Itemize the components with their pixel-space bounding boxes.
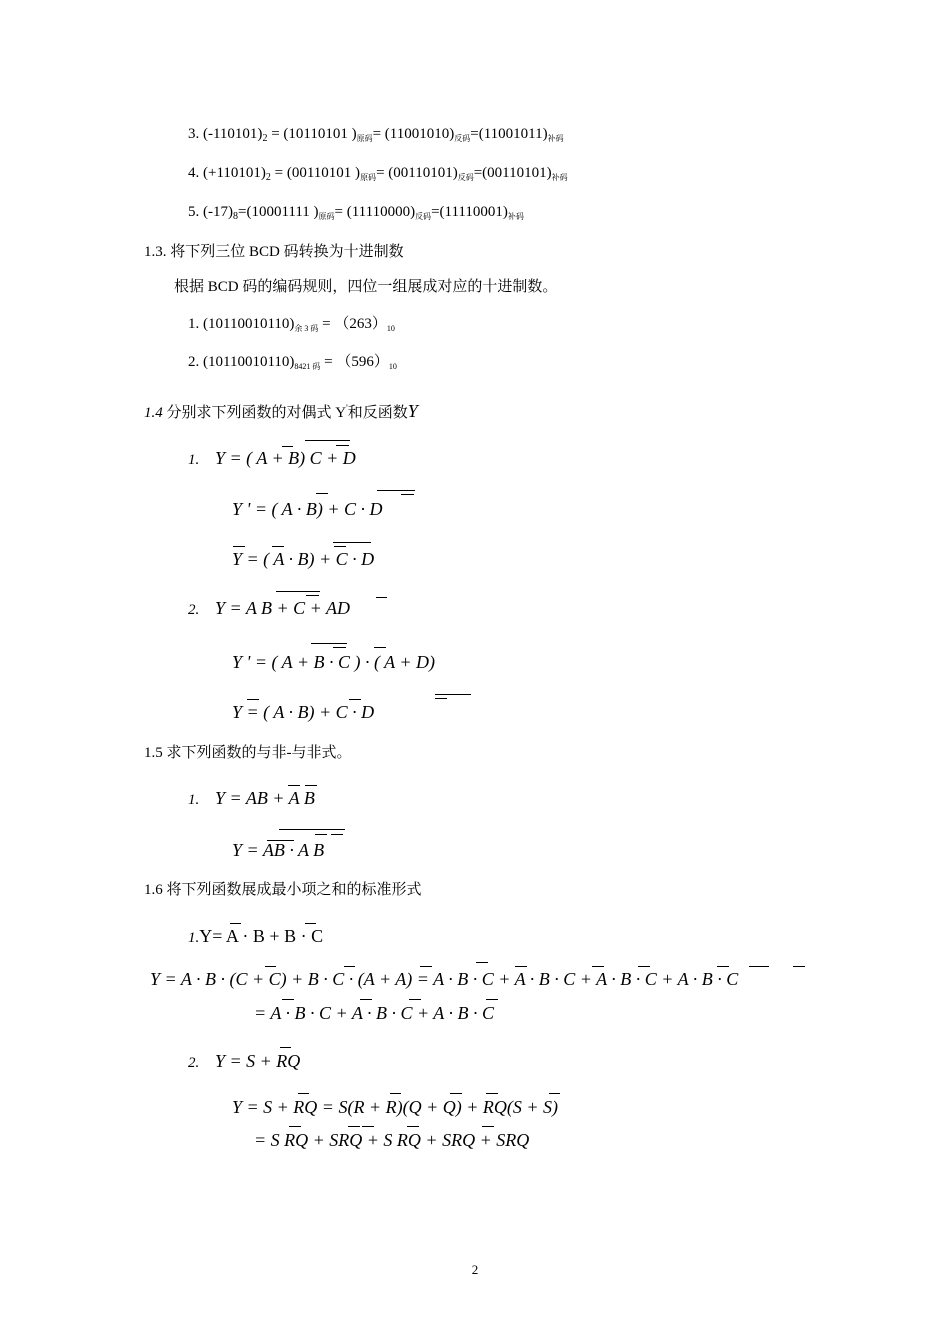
overline xyxy=(420,966,432,967)
overline xyxy=(377,490,415,491)
overline xyxy=(549,1093,560,1094)
expansion-1-6-1-line-1: Y = A · B · (C + C) + B · C · (A + A) = A · B · C + A · B · C + A · B · C + A · B · C xyxy=(150,969,739,989)
overline xyxy=(360,999,372,1000)
problem-1-4-2: 2. Y = A B + C + AD xyxy=(188,598,350,618)
overline xyxy=(265,966,276,967)
inverse-1-4-2: Y = ( A · B) + C · D xyxy=(232,702,375,722)
section-1-6-title: 1.6 将下列函数展成最小项之和的标准形式 xyxy=(144,882,422,898)
overline xyxy=(305,785,317,786)
overline xyxy=(288,785,300,786)
overline xyxy=(376,597,387,598)
overline xyxy=(272,546,284,547)
dual-1-4-2: Y ' = ( A + B · C ) · ( A + D) xyxy=(232,652,435,672)
overline xyxy=(407,1126,419,1127)
overline xyxy=(592,966,604,967)
overline xyxy=(331,834,343,835)
problem-1-4-1: 1. Y = ( A + B) C + D xyxy=(188,448,356,468)
overline xyxy=(486,999,498,1000)
equation: Y = AB + A B xyxy=(215,788,315,808)
page-number: 2 xyxy=(471,1262,479,1277)
overline xyxy=(333,542,371,543)
dual-1-4-1: Y ' = ( A · B) + C · D xyxy=(232,499,383,519)
overline xyxy=(476,962,488,963)
overline xyxy=(638,966,650,967)
overline xyxy=(280,1047,291,1048)
overline xyxy=(282,446,293,447)
overline xyxy=(305,440,350,441)
overline xyxy=(334,546,346,547)
overline xyxy=(306,595,319,596)
overline xyxy=(289,1126,301,1127)
bcd-item-2: 2. $(10110010110)_{8421 码} = (596)_{10}$ xyxy=(188,354,397,371)
overline xyxy=(390,1093,401,1094)
overline xyxy=(450,1093,462,1094)
overline xyxy=(409,999,421,1000)
conversion-line-4: 4. $(+110101)_2 = (00110101$ )$_{原码}= (00110101)_{反码}=(00110101)_{补码}$ xyxy=(188,165,568,183)
conversion-line-5: 5. $(-17)_8=(10001111$ )$_{原码}= (11110000)_{反码}=(11110001)_{补码}$ xyxy=(188,204,524,222)
overline xyxy=(267,840,294,841)
equation: Y = S + RQ xyxy=(215,1051,301,1071)
bcd-item-1: 1. $(10110010110)_{余 3 码} = (263)_{10}$ xyxy=(188,316,395,333)
problem-1-6-2: 2. Y = S + RQ xyxy=(188,1051,301,1071)
overline xyxy=(435,694,471,695)
overline xyxy=(316,493,328,494)
overline xyxy=(486,1093,498,1094)
overline xyxy=(279,829,345,830)
nand-1-5-1: Y = AB · A B xyxy=(232,840,325,860)
overline xyxy=(401,494,414,495)
overline xyxy=(749,966,769,967)
overline xyxy=(348,1126,360,1127)
overline xyxy=(349,699,361,700)
overline xyxy=(333,647,346,648)
overline xyxy=(336,445,349,446)
equation: Y = A B + C + AD xyxy=(215,598,350,618)
expansion-1-6-1-line-2: = A · B · C + A · B · C + A · B · C xyxy=(254,1003,494,1023)
problem-1-5-1: 1. Y = AB + A B xyxy=(188,788,315,808)
equation: Y= A · B + B · C xyxy=(199,926,324,946)
inverse-1-4-1: Y = ( A · B) + C · D xyxy=(232,549,375,569)
overline xyxy=(311,643,347,644)
overline xyxy=(315,834,327,835)
overline xyxy=(717,966,729,967)
overline xyxy=(362,1126,374,1127)
section-1-5-title: 1.5 求下列函数的与非-与非式。 xyxy=(144,745,352,761)
overline xyxy=(305,923,316,924)
problem-1-6-1: 1.Y= A · B + B · C xyxy=(188,926,324,946)
overline xyxy=(247,699,259,700)
conversion-line-3: 3. $(-110101)_2 = (10110101$ )$_{原码}= (11001010)_{反码}=(11001011)_{补码}$ xyxy=(188,126,564,144)
overline xyxy=(298,1093,309,1094)
equation: Y = ( A + B) C + D xyxy=(215,448,356,468)
overline xyxy=(230,923,241,924)
overline xyxy=(233,546,245,547)
overline xyxy=(793,966,805,967)
section-1-3-description: 根据 BCD 码的编码规则，四位一组展成对应的十进制数。 xyxy=(174,279,558,295)
expansion-1-6-2-line-1: Y = S + RQ = S(R + R)(Q + Q) + RQ(S + S) xyxy=(232,1097,558,1117)
overline xyxy=(515,966,527,967)
overline xyxy=(435,698,447,699)
overline xyxy=(482,1126,494,1127)
overline xyxy=(344,966,355,967)
overline xyxy=(282,999,294,1000)
section-1-4-title: 1.4 分别求下列函数的对偶式 Y'和反函数Y xyxy=(144,401,418,421)
expansion-1-6-2-line-2: = S RQ + SRQ + S RQ + SRQ + SRQ xyxy=(254,1130,530,1150)
section-1-3-title: 1.3. 将下列三位 BCD 码转换为十进制数 xyxy=(144,244,404,260)
overline xyxy=(374,647,386,648)
overline xyxy=(276,591,320,592)
